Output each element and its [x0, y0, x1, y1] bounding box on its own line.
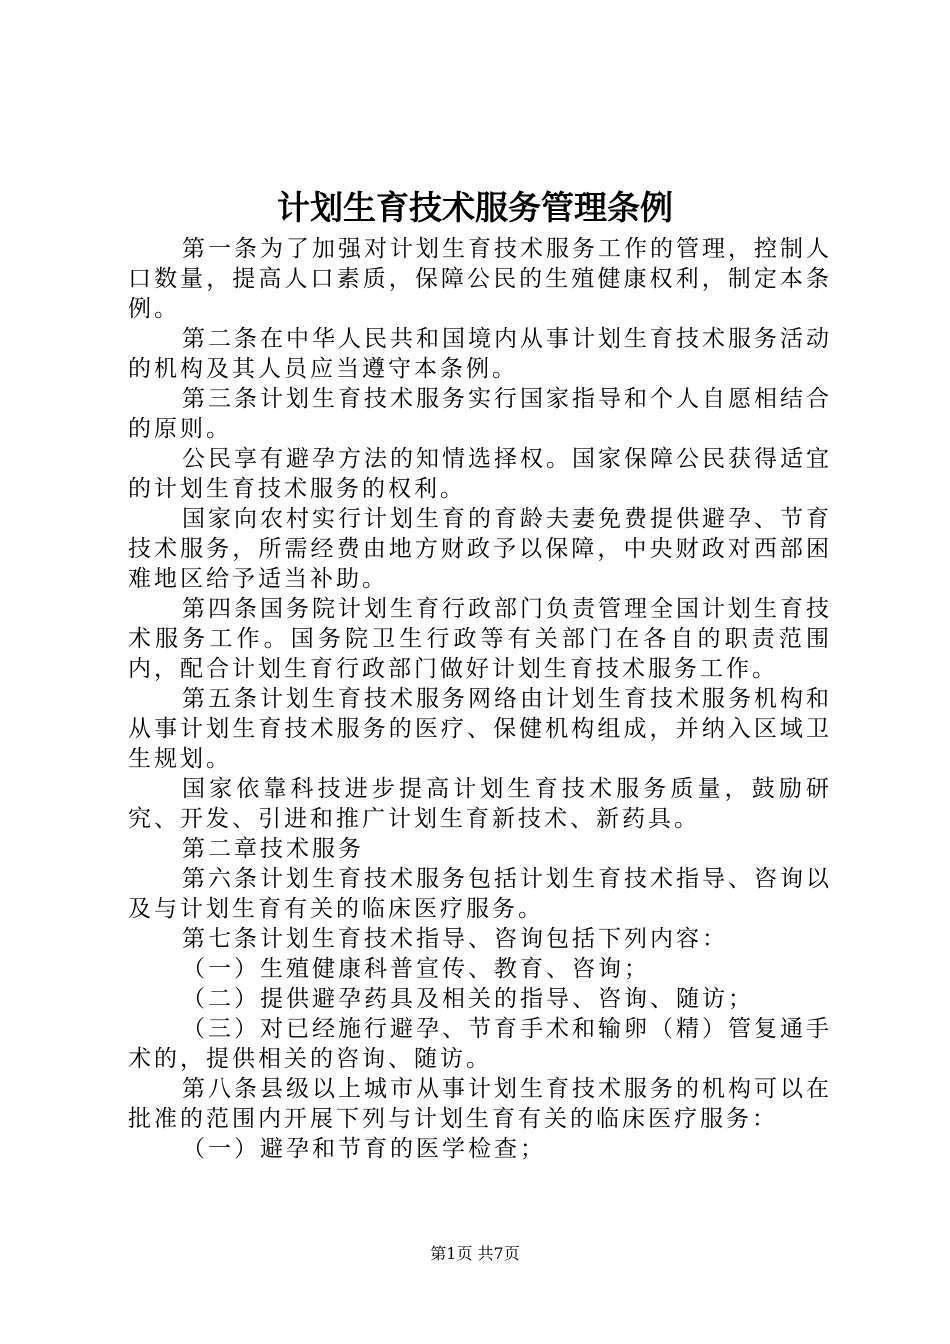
- paragraph: 第二条在中华人民共和国境内从事计划生育技术服务活动的机构及其人员应当遵守本条例。: [128, 326, 832, 382]
- paragraph: 公民享有避孕方法的知情选择权。国家保障公民获得适宜的计划生育技术服务的权利。: [128, 446, 832, 502]
- paragraph: 第一条为了加强对计划生育技术服务工作的管理，控制人口数量，提高人口素质，保障公民的生殖健康权利，制定本条例。: [128, 236, 832, 322]
- paragraph: 第五条计划生育技术服务网络由计划生育技术服务机构和从事计划生育技术服务的医疗、保健机构组成，并纳入区域卫生规划。: [128, 686, 832, 772]
- list-item: （三）对已经施行避孕、节育手术和输卵（精）管复通手术的，提供相关的咨询、随访。: [128, 1016, 832, 1072]
- paragraph: 第八条县级以上城市从事计划生育技术服务的机构可以在批准的范围内开展下列与计划生育有关的临床医疗服务：: [128, 1076, 832, 1132]
- list-item: （一）生殖健康科普宣传、教育、咨询；: [182, 956, 650, 982]
- chapter-heading: 第二章技术服务: [182, 836, 364, 862]
- paragraph: 国家依靠科技进步提高计划生育技术服务质量，鼓励研究、开发、引进和推广计划生育新技术、新药具。: [128, 776, 832, 832]
- paragraph: 第六条计划生育技术服务包括计划生育技术指导、咨询以及与计划生育有关的临床医疗服务。: [128, 866, 832, 922]
- page-footer: 第1页 共7页: [430, 1244, 520, 1263]
- paragraph: 第四条国务院计划生育行政部门负责管理全国计划生育技术服务工作。国务院卫生行政等有关部门在各自的职责范围内，配合计划生育行政部门做好计划生育技术服务工作。: [128, 596, 832, 682]
- paragraph: 第七条计划生育技术指导、咨询包括下列内容：: [182, 926, 728, 952]
- list-item: （一）避孕和节育的医学检查；: [182, 1136, 546, 1162]
- paragraph: 第三条计划生育技术服务实行国家指导和个人自愿相结合的原则。: [128, 386, 832, 442]
- document-body: [128, 234, 832, 1164]
- document-title: 计划生育技术服务管理条例: [277, 188, 673, 227]
- list-item: （二）提供避孕药具及相关的指导、咨询、随访；: [182, 986, 754, 1012]
- paragraph: 国家向农村实行计划生育的育龄夫妻免费提供避孕、节育技术服务，所需经费由地方财政予以保障，中央财政对西部困难地区给予适当补助。: [128, 506, 832, 592]
